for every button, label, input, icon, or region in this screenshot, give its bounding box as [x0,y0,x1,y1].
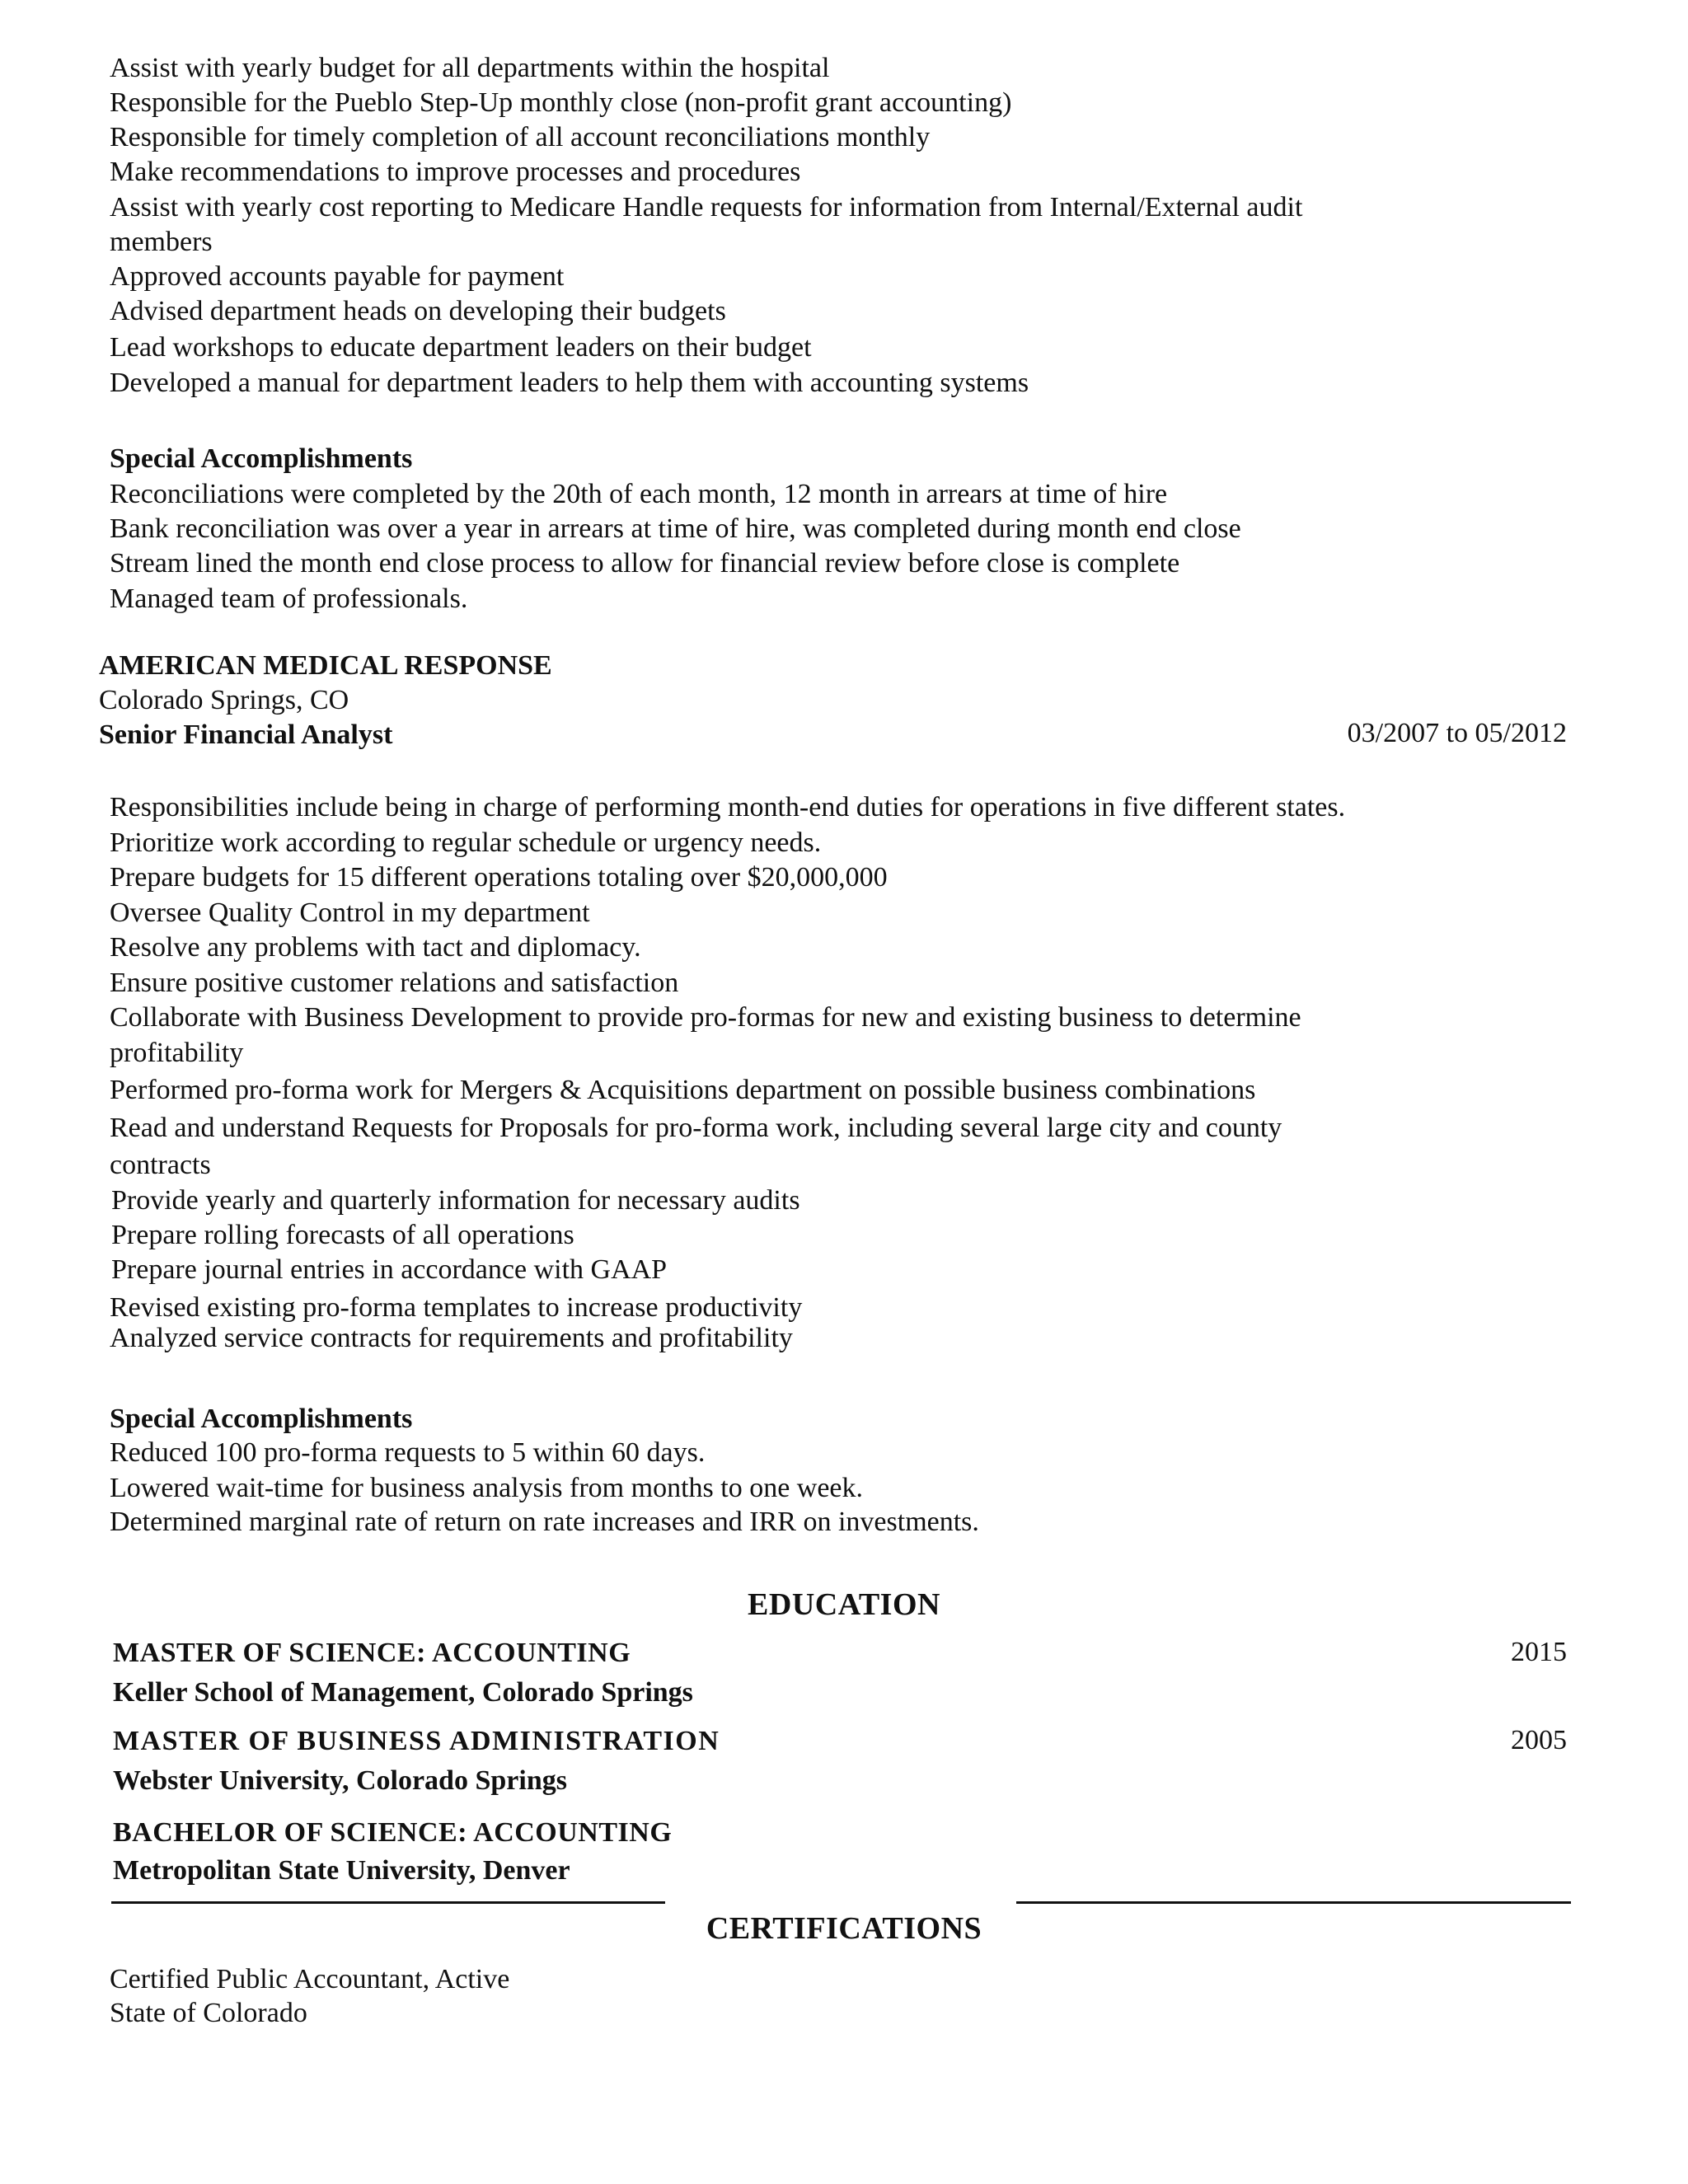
duty-line: Assist with yearly budget for all departments within the hospital [110,53,830,83]
degree-name: MASTER OF SCIENCE: ACCOUNTING [113,1638,631,1668]
duty-line: Provide yearly and quarterly information for necessary audits [111,1185,800,1216]
duty-line: contracts [110,1150,211,1180]
education-heading: EDUCATION [748,1587,940,1622]
duty-line: Oversee Quality Control in my department [110,898,590,928]
job-dates: 03/2007 to 05/2012 [1347,718,1567,748]
duty-line: Prepare rolling forecasts of all operations [111,1220,574,1250]
duty-line: Responsible for the Pueblo Step-Up monthly close (non-profit grant accounting) [110,87,1012,118]
degree-year: 2005 [1511,1725,1567,1755]
accomplishment-line: Bank reconciliation was over a year in arrears at time of hire, was completed during month end close [110,513,1241,544]
duty-line: Revised existing pro-forma templates to increase productivity [110,1292,803,1323]
duty-line: Resolve any problems with tact and diplomacy. [110,932,641,963]
duty-line: Make recommendations to improve processes and procedures [110,157,801,187]
duty-line: Assist with yearly cost reporting to Medicare Handle requests for information from Internal/External audit [110,192,1303,223]
duty-line: Lead workshops to educate department leaders on their budget [110,332,812,363]
accomplishment-line: Lowered wait-time for business analysis from months to one week. [110,1473,864,1503]
accomplishment-line: Managed team of professionals. [110,583,468,614]
duty-line: Performed pro-forma work for Mergers & Acquisitions department on possible business combinations [110,1075,1256,1105]
duty-line: Read and understand Requests for Proposals for pro-forma work, including several large city and county [110,1113,1282,1143]
degree-name: MASTER OF BUSINESS ADMINISTRATION [113,1726,720,1756]
accomplishment-line: Determined marginal rate of return on rate increases and IRR on investments. [110,1507,979,1537]
duty-line: Analyzed service contracts for requirements and profitability [110,1323,793,1353]
divider-rule-right [1016,1901,1571,1904]
school-name: Metropolitan State University, Denver [113,1855,570,1886]
duty-line: Prioritize work according to regular schedule or urgency needs. [110,827,822,858]
duty-line: Prepare budgets for 15 different operations totaling over $20,000,000 [110,862,888,893]
certification-line: Certified Public Accountant, Active [110,1964,510,1994]
duty-line: Approved accounts payable for payment [110,261,565,292]
accomplishment-line: Stream lined the month end close process to allow for financial review before close is complete [110,548,1180,579]
company-name: AMERICAN MEDICAL RESPONSE [99,650,552,681]
duty-line: Developed a manual for department leaders to help them with accounting systems [110,368,1029,398]
certifications-heading: CERTIFICATIONS [706,1911,982,1946]
job-title: Senior Financial Analyst [99,719,393,750]
accomplishment-line: Reduced 100 pro-forma requests to 5 within 60 days. [110,1437,706,1468]
company-location: Colorado Springs, CO [99,685,349,715]
duty-line: Prepare journal entries in accordance with GAAP [111,1254,668,1285]
duty-line: members [110,227,213,257]
duty-line: Ensure positive customer relations and satisfaction [110,968,679,998]
divider-rule-left [111,1901,665,1904]
duty-line: Advised department heads on developing their budgets [110,296,726,326]
degree-year: 2015 [1511,1637,1567,1667]
section-subheading: Special Accomplishments [110,443,413,474]
degree-name: BACHELOR OF SCIENCE: ACCOUNTING [113,1817,673,1848]
school-name: Webster University, Colorado Springs [113,1765,567,1796]
certification-line: State of Colorado [110,1998,307,2028]
school-name: Keller School of Management, Colorado Springs [113,1677,693,1708]
duty-line: profitability [110,1038,244,1068]
duty-line: Responsibilities include being in charge of performing month-end duties for operations in five different states. [110,792,1346,823]
section-subheading: Special Accomplishments [110,1404,413,1434]
duty-line: Responsible for timely completion of all account reconciliations monthly [110,122,931,152]
accomplishment-line: Reconciliations were completed by the 20th of each month, 12 month in arrears at time of hire [110,479,1168,509]
duty-line: Collaborate with Business Development to provide pro-formas for new and existing business to determine [110,1002,1301,1033]
